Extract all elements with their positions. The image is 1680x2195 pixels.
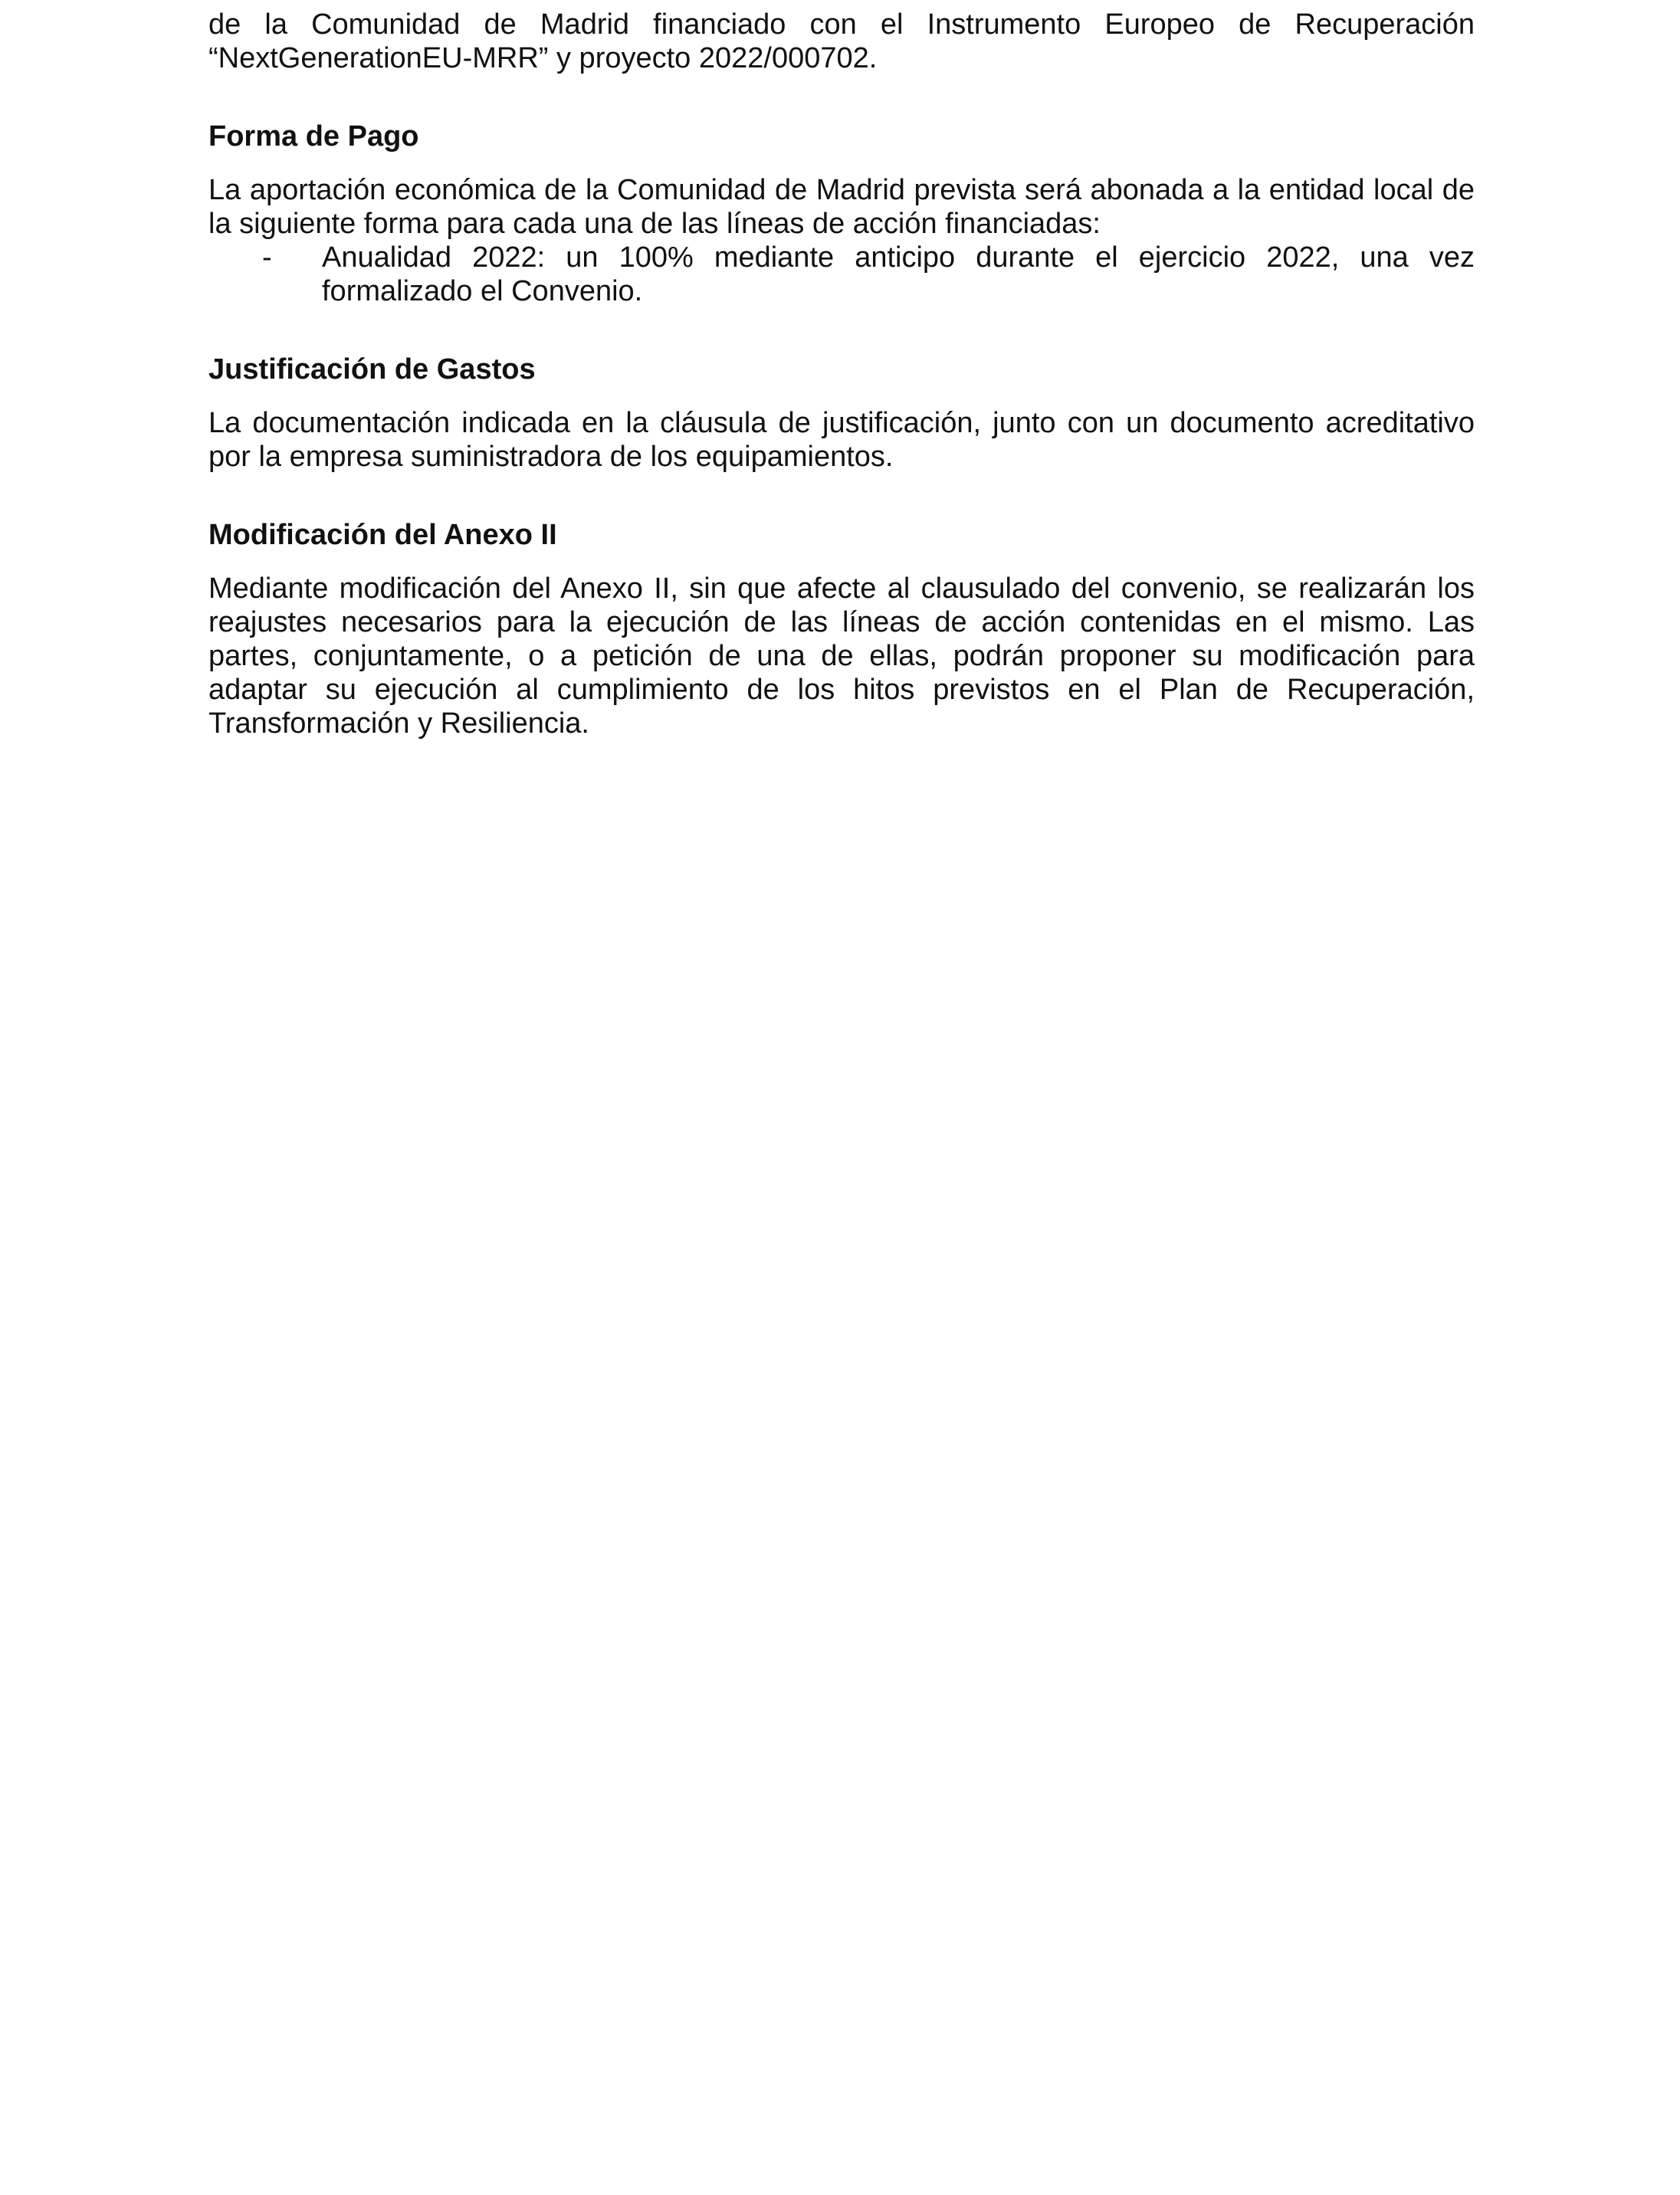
section-heading-forma-de-pago: Forma de Pago [208,120,419,153]
list-item-text: Anualidad 2022: un 100% mediante anticipo durante el ejercicio 2022, una vez formalizado el Convenio. [322,241,1475,307]
dash-bullet: - [262,241,272,274]
paragraph-justificacion-de-gastos: La documentación indicada en la cláusula de justificación, junto con un documento acreditativo por la empresa suministradora de los equipamientos. [208,407,1475,473]
payment-list [208,241,1475,308]
paragraph-forma-de-pago: La aportación económica de la Comunidad de Madrid prevista será abonada a la entidad local de la siguiente forma para cada una de las líneas de acción financiadas: [208,174,1475,240]
section-heading-justificacion-de-gastos: Justificación de Gastos [208,353,536,386]
list-item [208,241,1475,308]
document-body [208,8,1475,740]
section-heading-modificacion-anexo-ii: Modificación del Anexo II [208,519,557,551]
intro-paragraph: de la Comunidad de Madrid financiado con el Instrumento Europeo de Recuperación “NextGenerationEU-MRR” y proyecto 2022/000702. [208,8,1475,74]
paragraph-modificacion-anexo-ii: Mediante modificación del Anexo II, sin que afecte al clausulado del convenio, se realizarán los reajustes necesarios para la ejecución de las líneas de acción contenidas en el mismo. Las partes, conjuntamente, o a petición de una de ellas, podrán proponer su modificación para adaptar su ejecución al cumplimiento de los hitos previstos en el Plan de Recuperación, Transformación y Resiliencia. [208,573,1475,740]
